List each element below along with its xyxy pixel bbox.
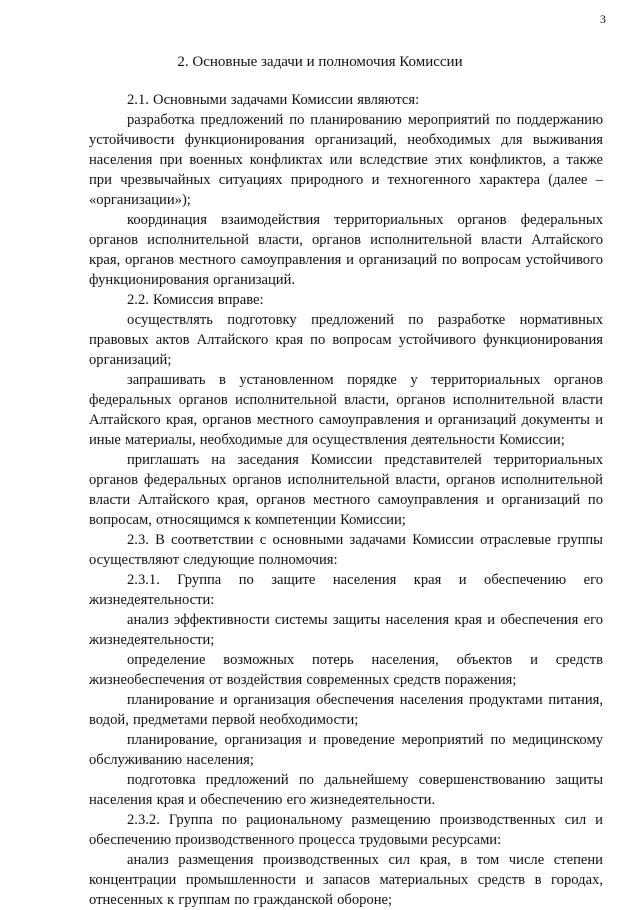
paragraph: планирование, организация и проведение мероприятий по медицинскому обслуживанию населения; xyxy=(89,732,603,768)
paragraph: определение возможных потерь населения, объектов и средств жизнеобеспечения от воздействия современных средств поражения; xyxy=(89,652,603,688)
paragraph: запрашивать в установленном порядке у территориальных органов федеральных органов исполнительной власти, органов исполнительной власти Алтайского края, органов местного самоуправления и организаций документы и иные материалы, необходимые для осуществления деятельности Комиссии; xyxy=(89,372,603,448)
section-title: 2. Основные задачи и полномочия Комиссии xyxy=(177,54,463,70)
paragraph: координация взаимодействия территориальных органов федеральных органов исполнительной власти, органов исполнительной власти Алтайского края, органов местного самоуправления и организаций по вопросам устойчивого функционирования организаций. xyxy=(89,212,603,288)
paragraph: осуществлять подготовку предложений по разработке нормативных правовых актов Алтайского края по вопросам устойчивого функционирования организаций; xyxy=(89,312,603,368)
paragraph: анализ размещения производственных сил края, в том числе степени концентрации промышленности и запасов материальных средств в городах, отнесенных к группам по гражданской обороне; xyxy=(89,852,603,908)
paragraph: 2.3.2. Группа по рациональному размещению производственных сил и обеспечению производственного процесса трудовыми ресурсами: xyxy=(89,812,603,848)
paragraph: 2.3. В соответствии с основными задачами Комиссии отраслевые группы осуществляют следующие полномочия: xyxy=(89,532,603,568)
page-number: 3 xyxy=(600,12,606,26)
paragraph: 2.3.1. Группа по защите населения края и обеспечению его жизнедеятельности: xyxy=(89,572,603,608)
paragraph: планирование и организация обеспечения населения продуктами питания, водой, предметами первой необходимости; xyxy=(89,692,603,728)
paragraph: 2.2. Комиссия вправе: xyxy=(127,292,264,308)
paragraph: приглашать на заседания Комиссии представителей территориальных органов федеральных органов исполнительной власти, органов исполнительной власти Алтайского края, органов местного самоуправления и организаций по вопросам, относящимся к компетенции Комиссии; xyxy=(89,452,603,528)
paragraph: 2.1. Основными задачами Комиссии являются: xyxy=(127,92,420,108)
document-body xyxy=(89,90,603,910)
paragraph: подготовка предложений по дальнейшему совершенствованию защиты населения края и обеспечению его жизнедеятельности. xyxy=(89,772,603,808)
paragraph: анализ эффективности системы защиты населения края и обеспечения его жизнедеятельности; xyxy=(89,612,603,648)
paragraph: разработка предложений по планированию мероприятий по поддержанию устойчивости функционирования организаций, необходимых для выживания населения при военных конфликтах или вследствие этих конфликтов, а также при чрезвычайных ситуациях природного и техногенного характера (далее – «организации»); xyxy=(89,112,603,208)
